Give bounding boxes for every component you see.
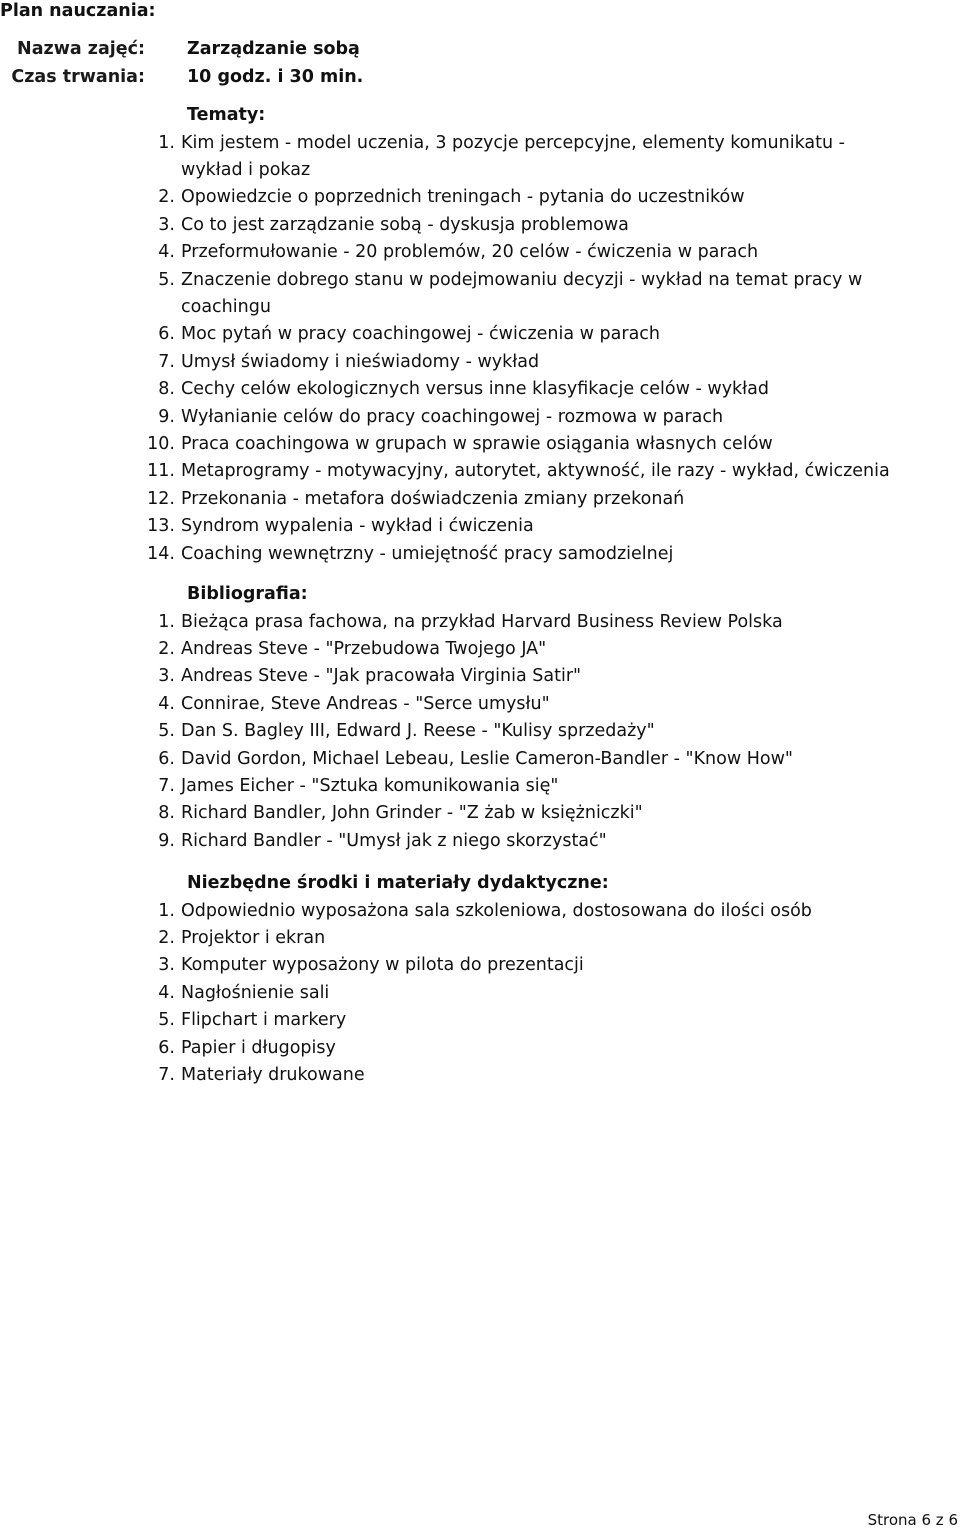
- list-item-text: Andreas Steve - "Przebudowa Twojego JA": [181, 638, 547, 659]
- list-item: [0, 513, 960, 540]
- list-item-number: 8.: [158, 803, 175, 824]
- list-item-text: Richard Bandler - "Umysł jak z niego skorzystać": [181, 830, 607, 851]
- list-item: [0, 609, 960, 636]
- list-item: [0, 541, 960, 568]
- list-item-text: Umysł świadomy i nieświadomy - wykład: [181, 351, 540, 372]
- list-item-number: 9.: [158, 406, 175, 427]
- list-item-number: 4.: [158, 242, 175, 263]
- list-item: [0, 239, 960, 266]
- list-item: [0, 828, 960, 855]
- materials-list: [0, 898, 960, 1090]
- list-item-number: 8.: [158, 379, 175, 400]
- list-item: [0, 376, 960, 403]
- list-item: [0, 1062, 960, 1089]
- list-item-text: Nagłośnienie sali: [181, 982, 330, 1003]
- list-item-number: 1.: [158, 132, 175, 153]
- list-item: [0, 212, 960, 239]
- list-item: [0, 718, 960, 745]
- list-item-number: 7.: [158, 775, 175, 796]
- bibliography-title: Bibliografia:: [187, 584, 308, 604]
- list-item-number: 14.: [147, 543, 175, 564]
- list-item-text: Richard Bandler, John Grinder - "Z żab w księżniczki": [181, 803, 643, 824]
- list-item: [0, 184, 960, 211]
- list-item: [0, 952, 960, 979]
- list-item: [0, 663, 960, 690]
- list-item: [0, 458, 960, 485]
- list-item-number: 1.: [158, 611, 175, 632]
- list-item-text: Andreas Steve - "Jak pracowała Virginia Satir": [181, 666, 582, 687]
- list-item-text: Przekonania - metafora doświadczenia zmiany przekonań: [181, 488, 685, 509]
- list-item-text: Przeformułowanie - 20 problemów, 20 celów - ćwiczenia w parach: [181, 242, 759, 263]
- list-item-text: Projektor i ekran: [181, 927, 326, 948]
- list-item-text: James Eicher - "Sztuka komunikowania się": [181, 775, 559, 796]
- list-item-number: 3.: [158, 955, 175, 976]
- list-item: [0, 773, 960, 800]
- list-item-number: 3.: [158, 666, 175, 687]
- list-item: [0, 267, 960, 322]
- materials-title: Niezbędne środki i materiały dydaktyczne:: [187, 873, 609, 893]
- list-item-text: Moc pytań w pracy coachingowej - ćwiczenia w parach: [181, 324, 661, 345]
- bibliography-section: [0, 581, 960, 855]
- list-item-number: 2.: [158, 638, 175, 659]
- list-item-number: 6.: [158, 1037, 175, 1058]
- course-name-row: [0, 36, 960, 64]
- list-item-text: Opowiedzcie o poprzednich treningach - pytania do uczestników: [181, 187, 745, 208]
- list-item: [0, 486, 960, 513]
- list-item-number: 11.: [147, 461, 175, 482]
- page-number: Strona 6 z 6: [867, 1511, 958, 1529]
- topics-section: [0, 102, 960, 568]
- list-item-number: 9.: [158, 830, 175, 851]
- list-item-text: Cechy celów ekologicznych versus inne klasyfikacje celów - wykład: [181, 379, 769, 400]
- list-item: [0, 898, 960, 925]
- list-item: [0, 925, 960, 952]
- list-item-number: 2.: [158, 927, 175, 948]
- list-item-text: Odpowiednio wyposażona sala szkoleniowa, dostosowana do ilości osób: [181, 900, 812, 921]
- list-item-number: 3.: [158, 214, 175, 235]
- course-duration-row: [0, 64, 960, 92]
- list-item-number: 6.: [158, 748, 175, 769]
- course-info: [0, 36, 960, 91]
- list-item: [0, 1007, 960, 1034]
- list-item-number: 10.: [147, 433, 175, 454]
- list-item-number: 4.: [158, 982, 175, 1003]
- course-duration-value: 10 godz. i 30 min.: [187, 66, 364, 87]
- list-item-number: 6.: [158, 324, 175, 345]
- list-item: [0, 1035, 960, 1062]
- bibliography-list: [0, 609, 960, 856]
- list-item-text: Flipchart i markery: [181, 1010, 347, 1031]
- list-item-text: Komputer wyposażony w pilota do prezentacji: [181, 955, 584, 976]
- list-item-text: David Gordon, Michael Lebeau, Leslie Cameron-Bandler - "Know How": [181, 748, 793, 769]
- list-item: [0, 431, 960, 458]
- list-item-number: 7.: [158, 1064, 175, 1085]
- list-item-number: 5.: [158, 721, 175, 742]
- list-item-text: Papier i długopisy: [181, 1037, 336, 1058]
- list-item: [0, 980, 960, 1007]
- list-item: [0, 321, 960, 348]
- list-item-text: Materiały drukowane: [181, 1064, 365, 1085]
- topics-list: [0, 130, 960, 569]
- list-item-text: Coaching wewnętrzny - umiejętność pracy samodzielnej: [181, 543, 674, 564]
- list-item-number: 13.: [147, 516, 175, 537]
- list-item-number: 5.: [158, 269, 175, 290]
- list-item: [0, 746, 960, 773]
- list-item-text: Kim jestem - model uczenia, 3 pozycje percepcyjne, elementy komunikatu - wykład i pokaz: [181, 132, 845, 180]
- list-item-number: 12.: [147, 488, 175, 509]
- course-duration-label: Czas trwania:: [11, 66, 145, 87]
- list-item: [0, 404, 960, 431]
- list-item-text: Connirae, Steve Andreas - "Serce umysłu": [181, 693, 550, 714]
- list-item-number: 7.: [158, 351, 175, 372]
- list-item-text: Wyłanianie celów do pracy coachingowej - rozmowa w parach: [181, 406, 724, 427]
- list-item: [0, 691, 960, 718]
- list-item: [0, 800, 960, 827]
- list-item: [0, 636, 960, 663]
- list-item: [0, 130, 960, 185]
- list-item-number: 1.: [158, 900, 175, 921]
- list-item-text: Bieżąca prasa fachowa, na przykład Harvard Business Review Polska: [181, 611, 783, 632]
- list-item-number: 5.: [158, 1010, 175, 1031]
- list-item-text: Dan S. Bagley III, Edward J. Reese - "Kulisy sprzedaży": [181, 721, 655, 742]
- list-item-number: 4.: [158, 693, 175, 714]
- list-item: [0, 349, 960, 376]
- materials-section: [0, 870, 960, 1089]
- page-heading: Plan nauczania:: [0, 1, 156, 21]
- list-item-text: Praca coachingowa w grupach w sprawie osiągania własnych celów: [181, 433, 773, 454]
- course-name-value: Zarządzanie sobą: [187, 39, 360, 59]
- topics-title: Tematy:: [187, 105, 266, 125]
- list-item-number: 2.: [158, 187, 175, 208]
- list-item-text: Syndrom wypalenia - wykład i ćwiczenia: [181, 516, 534, 537]
- list-item-text: Metaprogramy - motywacyjny, autorytet, aktywność, ile razy - wykład, ćwiczenia: [181, 461, 890, 482]
- list-item-text: Co to jest zarządzanie sobą - dyskusja problemowa: [181, 214, 629, 235]
- course-name-label: Nazwa zajęć:: [17, 39, 145, 59]
- list-item-text: Znaczenie dobrego stanu w podejmowaniu decyzji - wykład na temat pracy w coachingu: [181, 269, 863, 317]
